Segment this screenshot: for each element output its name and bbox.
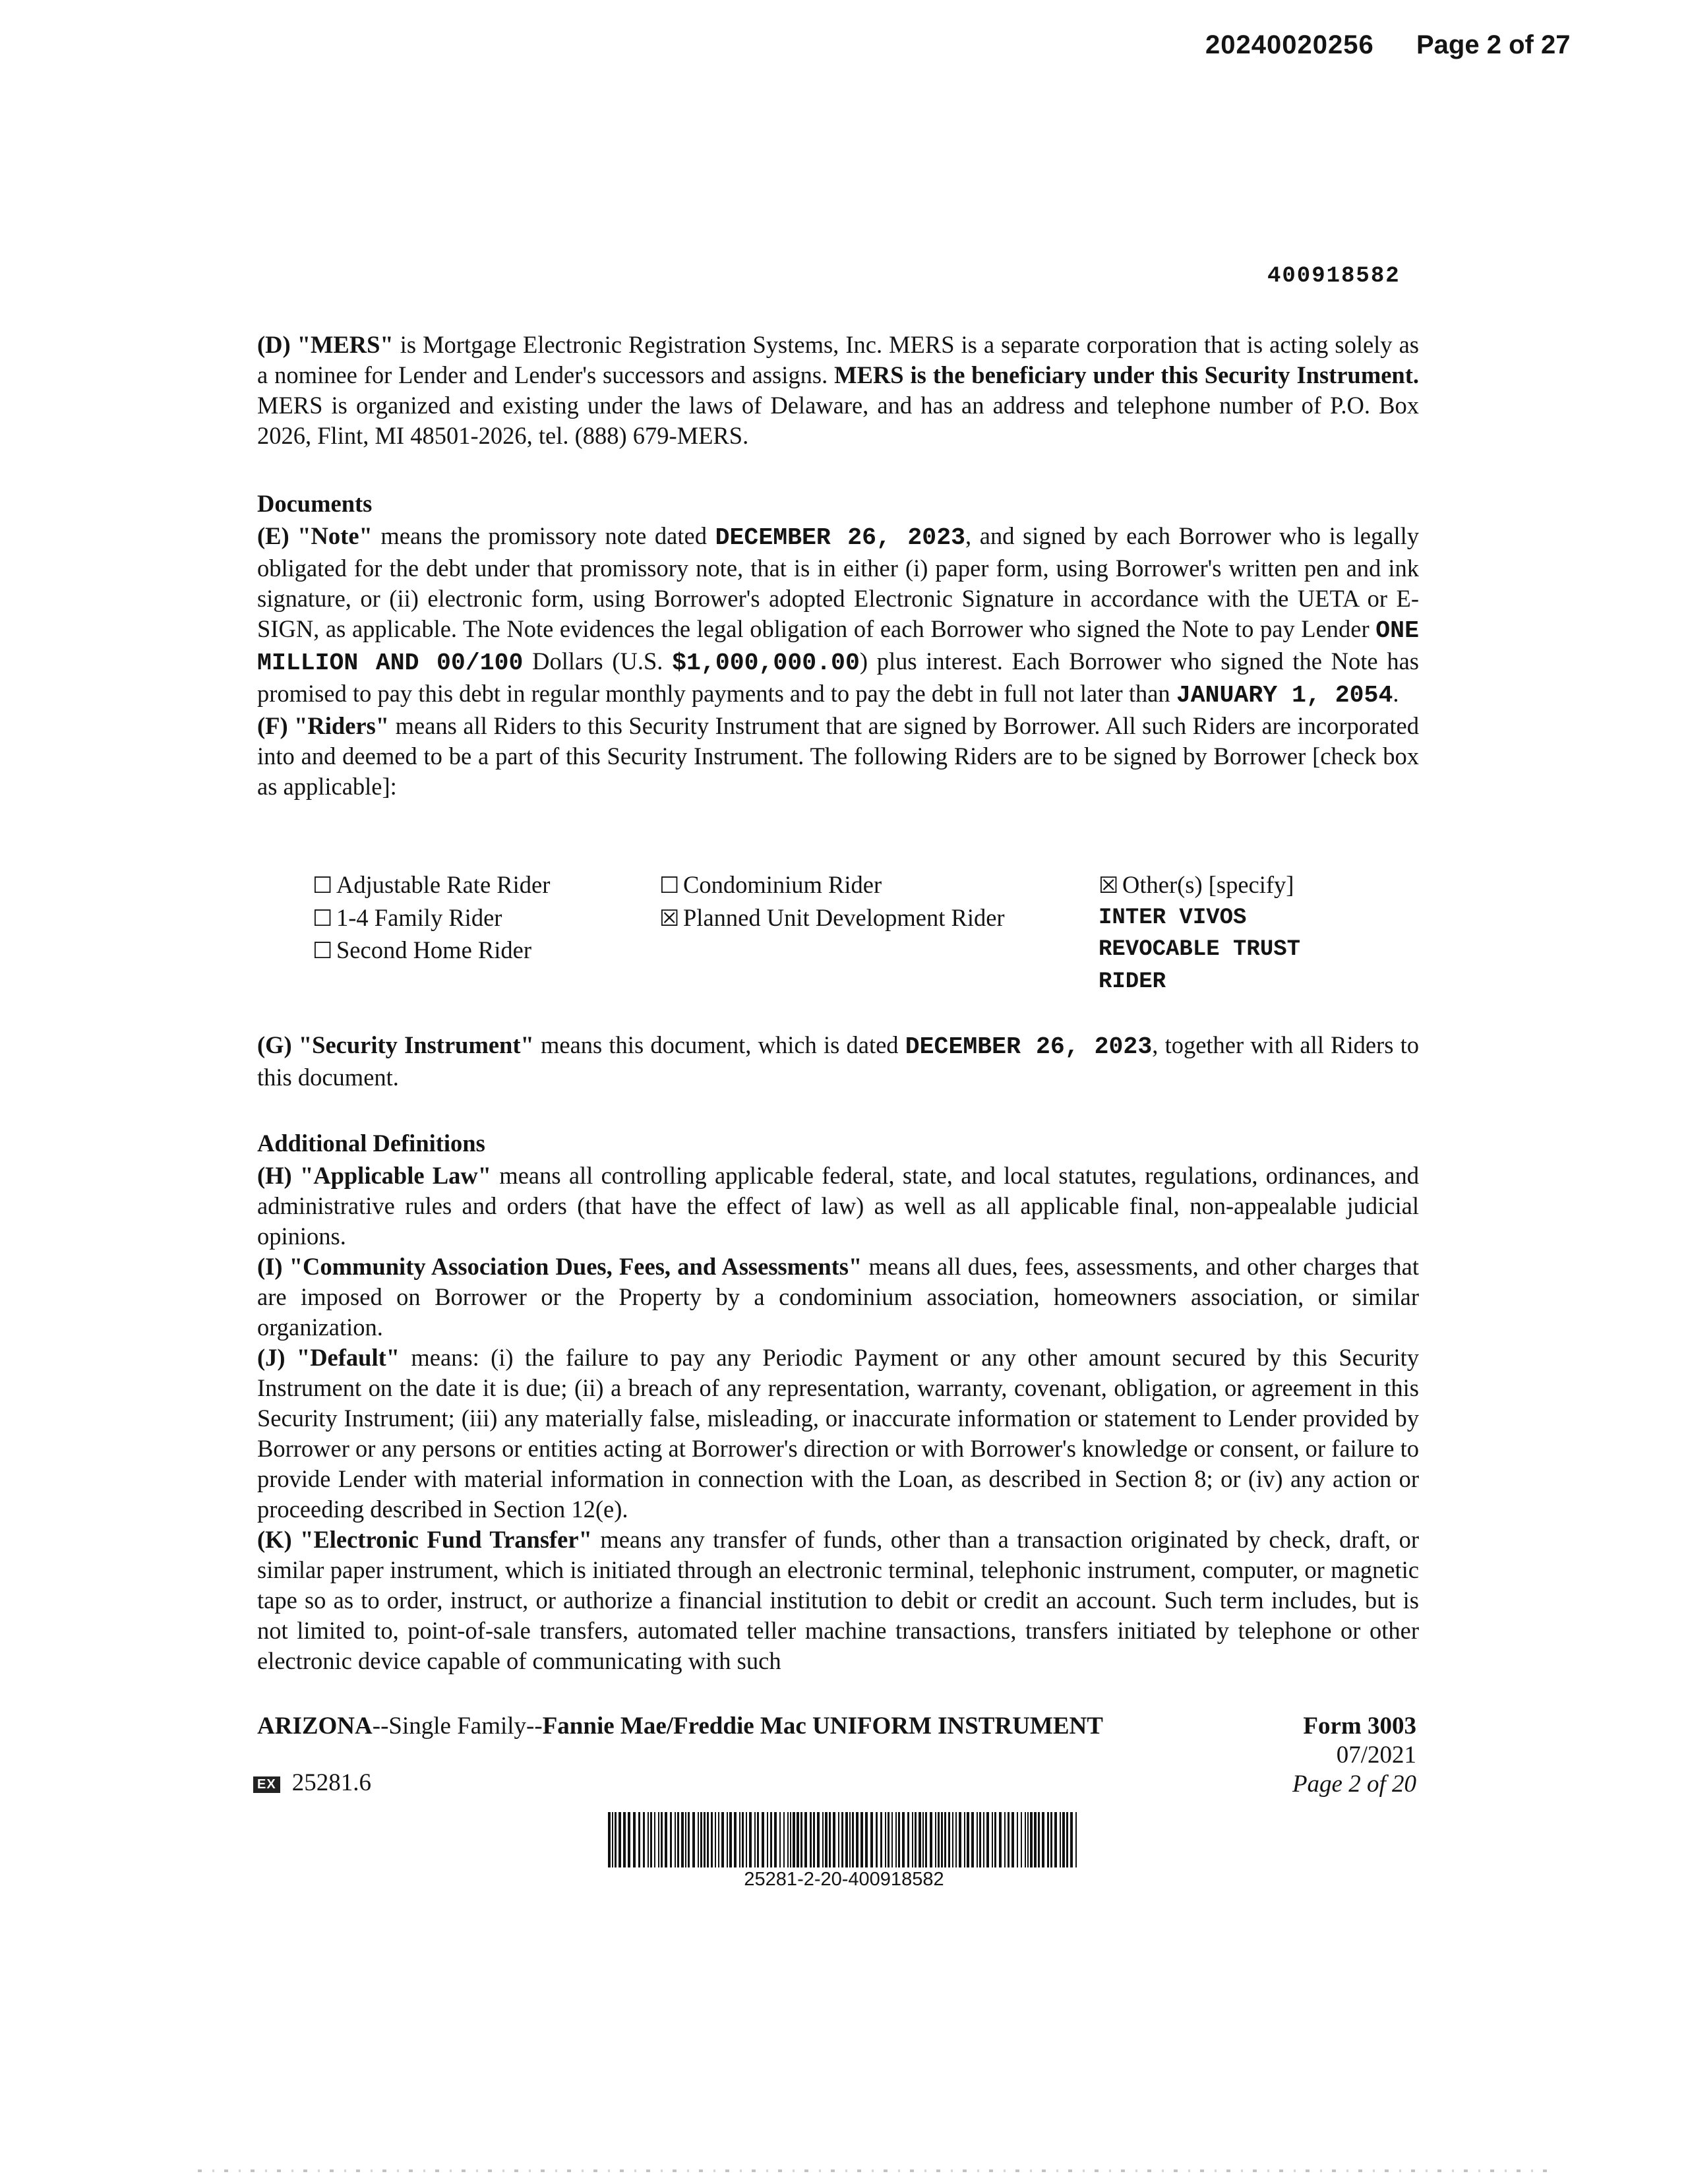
barcode-bar: [698, 1812, 699, 1867]
footer-code-row: [253, 1769, 371, 1797]
section-f-label: (F) "Riders": [257, 712, 390, 739]
riders-column-3: [1099, 869, 1300, 998]
checkbox-empty-icon: ☐: [313, 872, 333, 899]
barcode-bar: [618, 1812, 621, 1867]
checkbox-checked-icon: ☒: [659, 905, 680, 932]
barcode-image: [608, 1812, 1080, 1867]
barcode-bar: [856, 1812, 859, 1867]
barcode-bar: [767, 1812, 768, 1867]
barcode-bar: [983, 1812, 984, 1867]
section-d-mers: [257, 330, 1419, 451]
section-j-label: (J) "Default": [257, 1344, 400, 1371]
section-i-label: (I) "Community Association Dues, Fees, and Assessments": [257, 1253, 862, 1280]
barcode-bar: [1025, 1812, 1026, 1867]
rider-adjustable-rate: [313, 869, 550, 902]
section-j: [257, 1343, 1419, 1525]
barcode-bar: [880, 1812, 882, 1867]
additional-definitions-heading: Additional Definitions: [257, 1130, 485, 1157]
footer-state: ARIZONA: [257, 1713, 373, 1740]
barcode-bar: [608, 1812, 611, 1867]
barcode-bar: [1062, 1812, 1065, 1867]
checkbox-empty-icon: ☐: [659, 872, 680, 899]
barcode-bar: [810, 1812, 812, 1867]
barcode-bar: [734, 1812, 737, 1867]
rider-1-4-family: [313, 902, 550, 935]
documents-heading: Documents: [257, 490, 373, 517]
barcode-bar: [829, 1812, 831, 1867]
barcode-bar: [986, 1812, 989, 1867]
barcode-bar: [1017, 1812, 1018, 1867]
section-f-text: means all Riders to this Security Instrument that are signed by Borrower. All such Riders are incorporated into and deemed to be a part of this Security Instrument. The following Riders are to be signed by Borrower [check box as applicable]:: [257, 712, 1419, 800]
barcode-bar: [688, 1812, 690, 1867]
section-e-text1: means the promissory note dated: [372, 522, 715, 549]
barcode-bar: [718, 1812, 719, 1867]
section-k-label: (K) "Electronic Fund Transfer": [257, 1526, 592, 1553]
barcode-bar: [907, 1812, 909, 1867]
note-date: DECEMBER 26, 2023: [715, 524, 965, 551]
barcode-bar: [721, 1812, 724, 1867]
rider-second-home: [313, 934, 550, 967]
barcode-bar: [912, 1812, 913, 1867]
barcode-bar: [648, 1812, 649, 1867]
barcode-bar: [675, 1812, 676, 1867]
barcode-bar: [793, 1812, 795, 1867]
barcode-bar: [964, 1812, 965, 1867]
barcode-bar: [915, 1812, 917, 1867]
barcode-bar: [612, 1812, 613, 1867]
barcode-bar: [790, 1812, 791, 1867]
rider-other: [1099, 869, 1300, 902]
barcode-bar: [707, 1812, 709, 1867]
barcode-bar: [650, 1812, 652, 1867]
barcode-bar: [623, 1812, 626, 1867]
checkbox-empty-icon: ☐: [313, 905, 333, 932]
barcode-bar: [841, 1812, 843, 1867]
barcode-bar: [787, 1812, 789, 1867]
barcode-bar: [638, 1812, 640, 1867]
barcode-bar: [654, 1812, 655, 1867]
barcode-bar: [919, 1812, 921, 1867]
barcode-bar: [930, 1812, 932, 1867]
barcode-bar: [885, 1812, 886, 1867]
barcode-bar: [992, 1812, 993, 1867]
barcode-bar: [685, 1812, 686, 1867]
barcode-bar: [813, 1812, 815, 1867]
other-rider-line-1: INTER VIVOS: [1099, 905, 1247, 930]
barcode-bar: [948, 1812, 950, 1867]
section-j-text: means: (i) the failure to pay any Periodic Payment or any other amount secured by this Security Instrument on the date it is due; (ii) a breach of any representation, warranty, covenant, obligation, or agreement in this Security Instrument; (iii) any materially false, misleading, or inaccurate information or statement to Lender provided by Borrower or any persons or entities acting at Borrower's direction or with Borrower's knowledge or consent, or failure to provide Lender with material information in connection with the Loan, as described in Section 8; or (iv) any action or proceeding described in Section 12(e).: [257, 1344, 1419, 1523]
barcode: [608, 1812, 1080, 1867]
checkbox-empty-icon: ☐: [313, 938, 333, 964]
barcode-bar: [783, 1812, 785, 1867]
barcode-bar: [1034, 1812, 1037, 1867]
barcode-bar: [804, 1812, 807, 1867]
barcode-bar: [742, 1812, 744, 1867]
barcode-bar: [754, 1812, 756, 1867]
section-g-text1: means this document, which is dated: [533, 1031, 905, 1058]
barcode-bar: [1027, 1812, 1029, 1867]
barcode-bar: [615, 1812, 617, 1867]
rider-label: Second Home Rider: [336, 936, 531, 963]
barcode-bar: [1050, 1812, 1052, 1867]
section-g-text2: , together with all Riders to this document.: [257, 1031, 1419, 1091]
barcode-bar: [938, 1812, 940, 1867]
barcode-bar: [1066, 1812, 1068, 1867]
rider-label: Condominium Rider: [683, 871, 882, 898]
barcode-bar: [797, 1812, 799, 1867]
barcode-bar: [925, 1812, 927, 1867]
section-e-text3: Dollars (U.S.: [523, 648, 673, 675]
barcode-bar: [979, 1812, 981, 1867]
barcode-bar: [658, 1812, 659, 1867]
barcode-bar: [891, 1812, 893, 1867]
barcode-bar: [1030, 1812, 1033, 1867]
footer-form-date: 07/2021: [1336, 1742, 1416, 1769]
section-d-bold: MERS is the beneficiary under this Security Instrument.: [834, 361, 1420, 388]
barcode-bar: [661, 1812, 663, 1867]
barcode-bar: [692, 1812, 695, 1867]
barcode-bar: [1038, 1812, 1040, 1867]
other-rider-line-2: REVOCABLE TRUST: [1099, 937, 1301, 962]
barcode-bar: [955, 1812, 957, 1867]
section-d-text1: is Mortgage Electronic Registration Systems, Inc. MERS is a separate corporation that is acting solely as a nominee for Lender and Lender's successors and assigns.: [257, 331, 1419, 388]
section-d-text2: MERS is organized and existing under the laws of Delaware, and has an address and telephone number of P.O. Box 2026, Flint, MI 48501-2026, tel. (888) 679-MERS.: [257, 392, 1419, 449]
section-e-note: [257, 521, 1419, 802]
barcode-bar: [935, 1812, 936, 1867]
barcode-bar: [1008, 1812, 1010, 1867]
barcode-bar: [628, 1812, 630, 1867]
footer-form-title: [257, 1712, 1103, 1740]
riders-column-1: [313, 869, 550, 967]
barcode-bar: [715, 1812, 716, 1867]
barcode-bar: [757, 1812, 759, 1867]
barcode-bar: [952, 1812, 953, 1867]
section-g-security-instrument: [257, 1030, 1419, 1093]
barcode-text: 25281-2-20-400918582: [744, 1869, 944, 1890]
barcode-bar: [895, 1812, 897, 1867]
section-f-riders: [257, 711, 1419, 802]
barcode-bar: [800, 1812, 802, 1867]
footer-dash: --Single Family--: [372, 1713, 543, 1740]
barcode-bar: [1075, 1812, 1077, 1867]
footer-page: Page 2 of 20: [1292, 1771, 1416, 1798]
footer-code: 25281.6: [291, 1769, 371, 1796]
section-h-label: (H) "Applicable Law": [257, 1162, 492, 1189]
barcode-bar: [967, 1812, 969, 1867]
rider-label: Adjustable Rate Rider: [336, 871, 551, 898]
loan-amount: $1,000,000.00: [672, 650, 860, 677]
barcode-bar: [1047, 1812, 1049, 1867]
rider-label: Other(s) [specify]: [1122, 871, 1294, 898]
barcode-bar: [833, 1812, 835, 1867]
barcode-bar: [770, 1812, 772, 1867]
barcode-bar: [838, 1812, 839, 1867]
section-k-text: means any transfer of funds, other than a transaction originated by check, draft, or similar paper instrument, which is initiated through an electronic terminal, telephonic instrument, computer, or magnetic tape so as to order, instruct, or authorize a financial institution to debit or credit an account. Such term includes, but is not limited to, point-of-sale transfers, automated teller machine transactions, transfers initiated by telephone or other electronic device capable of communicating with such: [257, 1526, 1419, 1674]
barcode-bar: [1021, 1812, 1022, 1867]
other-rider-line-3: RIDER: [1099, 969, 1166, 994]
loan-amount-words: ONE MILLION AND 00/100: [257, 617, 1419, 677]
barcode-bar: [941, 1812, 943, 1867]
section-h-text: means all controlling applicable federal, state, and local statutes, regulations, ordinances, and administrative rules and orders (that have the effect of law) as well as all applicable final, non-appealable judicial opinions.: [257, 1162, 1419, 1250]
section-e-label: (E) "Note": [257, 522, 373, 549]
barcode-bar: [681, 1812, 684, 1867]
barcode-bar: [898, 1812, 900, 1867]
section-g-label: (G) "Security Instrument": [257, 1031, 534, 1058]
rider-label: Planned Unit Development Rider: [683, 903, 1005, 931]
rider-condominium: [659, 869, 1005, 902]
barcode-bar: [779, 1812, 781, 1867]
barcode-bar: [749, 1812, 752, 1867]
barcode-bar: [643, 1812, 645, 1867]
maturity-date: JANUARY 1, 2054: [1176, 682, 1393, 709]
section-e-text5: .: [1393, 680, 1399, 707]
barcode-bar: [762, 1812, 764, 1867]
barcode-bar: [845, 1812, 848, 1867]
barcode-bar: [822, 1812, 824, 1867]
section-e-text2: , and signed by each Borrower who is legally obligated for the debt under that promissory note, that is in either (i) paper form, using Borrower's written pen and ink signature, or (ii) electronic form, using Borrower's adopted Electronic Signature in accordance with the UETA or E-SIGN, as applicable. The Note evidences the legal obligation of each Borrower who signed the Note to pay Lender: [257, 522, 1419, 642]
barcode-bar: [665, 1812, 667, 1867]
footer-title: Fannie Mae/Freddie Mac UNIFORM INSTRUMENT: [542, 1713, 1103, 1740]
barcode-bar: [739, 1812, 740, 1867]
barcode-bar: [1070, 1812, 1073, 1867]
barcode-bar: [746, 1812, 747, 1867]
barcode-bar: [971, 1812, 974, 1867]
section-i: [257, 1252, 1419, 1343]
barcode-bar: [1042, 1812, 1044, 1867]
section-d-label: (D) "MERS": [257, 331, 394, 358]
loan-number: 400918582: [1267, 264, 1401, 289]
barcode-bar: [700, 1812, 702, 1867]
barcode-bar: [865, 1812, 868, 1867]
barcode-bar: [849, 1812, 851, 1867]
page-label: Page 2 of 27: [1416, 30, 1571, 59]
barcode-bar: [711, 1812, 713, 1867]
barcode-bar: [999, 1812, 1002, 1867]
barcode-bar: [959, 1812, 961, 1867]
footer-form-number: Form 3003: [1303, 1713, 1416, 1740]
footer-form-info: [1292, 1712, 1416, 1799]
checkbox-checked-icon: ☒: [1099, 872, 1119, 899]
barcode-bar: [1004, 1812, 1006, 1867]
barcode-bar: [994, 1812, 996, 1867]
document-number: 20240020256: [1205, 30, 1374, 59]
riders-column-2: [659, 869, 1005, 934]
scan-artifact-strip: [198, 2169, 1550, 2172]
section-i-text: means all dues, fees, assessments, and other charges that are imposed on Borrower or the Property by a condominium association, homeowners association, or similar organization.: [257, 1253, 1419, 1341]
barcode-bar: [977, 1812, 978, 1867]
barcode-bar: [774, 1812, 777, 1867]
barcode-bar: [817, 1812, 820, 1867]
barcode-bar: [677, 1812, 679, 1867]
barcode-bar: [1011, 1812, 1014, 1867]
barcode-bar: [922, 1812, 924, 1867]
barcode-bar: [1060, 1812, 1061, 1867]
section-k: [257, 1525, 1419, 1676]
rider-planned-unit: [659, 902, 1005, 935]
barcode-bar: [727, 1812, 728, 1867]
barcode-bar: [870, 1812, 873, 1867]
barcode-bar: [902, 1812, 905, 1867]
section-h: [257, 1161, 1419, 1252]
barcode-bar: [852, 1812, 854, 1867]
barcode-bar: [888, 1812, 889, 1867]
barcode-bar: [860, 1812, 863, 1867]
barcode-bar: [729, 1812, 732, 1867]
additional-definitions: [257, 1161, 1419, 1676]
barcode-bar: [704, 1812, 706, 1867]
barcode-bar: [944, 1812, 946, 1867]
barcode-bar: [876, 1812, 878, 1867]
barcode-bar: [633, 1812, 636, 1867]
rider-label: 1-4 Family Rider: [336, 903, 502, 931]
barcode-bar: [670, 1812, 672, 1867]
barcode-bar: [1054, 1812, 1057, 1867]
barcode-bar: [825, 1812, 828, 1867]
security-instrument-date: DECEMBER 26, 2023: [905, 1033, 1153, 1060]
ex-logo: EX: [253, 1776, 280, 1793]
section-e-text4: ) plus interest. Each Borrower who signed the Note has promised to pay this debt in regular monthly payments and to pay the debt in full not later than: [257, 648, 1420, 707]
